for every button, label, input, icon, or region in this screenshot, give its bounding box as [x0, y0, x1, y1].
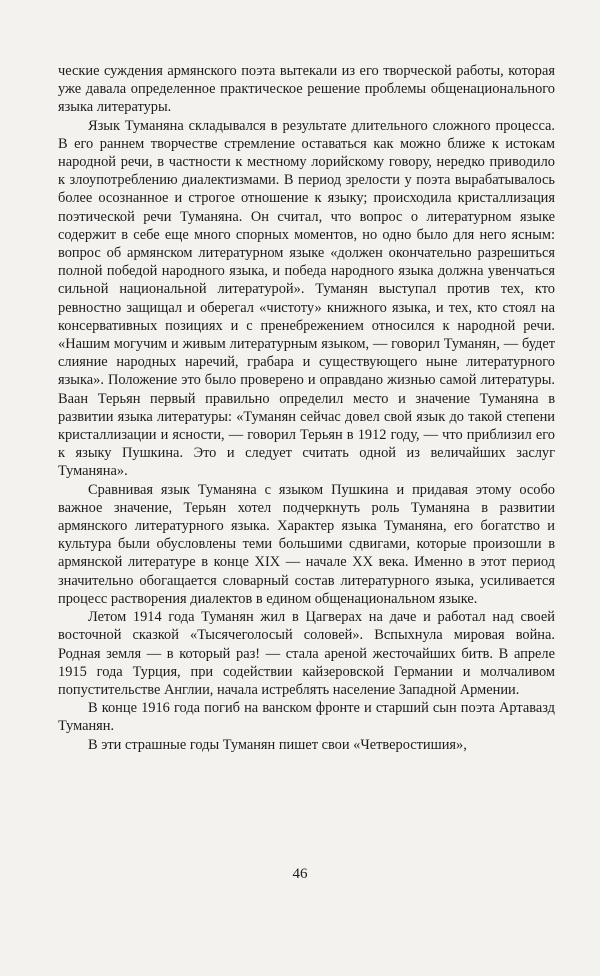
page-number: 46	[292, 866, 308, 882]
paragraph-artavazd: В конце 1916 года погиб на ванском фронте и старший сын поэта Артавазд Туманян.	[58, 700, 555, 735]
paragraph-summer-1914: Летом 1914 года Туманян жил в Цагверах на даче и работал над своей восточной сказкой «Тысячеголосый соловей». Вспыхнула мировая война. Родная земля — в который раз! — стала ареной жесточайших битв. В апреле 1915 года Турция, при содействии кайзеровской Германии и молчаливом попустительстве Англии, начала истреблять население Западной Армении.	[58, 609, 555, 698]
paragraph-quatrains: В эти страшные годы Туманян пишет свои «Четверостишия»,	[88, 736, 467, 753]
paragraph-language-development: Язык Туманяна складывался в результате длительного сложного процесса. В его раннем творчестве стремление оставаться как можно ближе к истокам народной речи, в частности к местному лорийскому говору, нередко приводило к злоупотреблению диалектизмами. В период зрелости у поэта вырабатывалось более осознанное и строгое отношение к языку; происходила кристаллизация поэтической речи Туманяна. Он считал, что вопрос о литературном языке содержит в себе еще много спорных моментов, но одно было для него ясным: вопрос об армянском литературном языке «должен окончательно разрешиться полной победой народного языка, и победа народного языка должна увенчаться сильной национальной литературой». Туманян выступал против тех, кто ревностно защищал и оберегал «чистоту» книжного языка, и тех, кто стоял на консервативных позициях и с пренебрежением относился к народной речи. «Нашим могучим и живым литературным языком, — говорил Туманян, — будет слияние народных наречий, грабара и существующего ныне литературного языка». Положение это было проверено и оправдано жизнью самой литературы. Ваан Терьян первый правильно определил место и значение Туманяна в развитии языка литературы: «Туманян сейчас довел свой язык до такой степени кристаллизации и ясности, — говорил Терьян в 1912 году, — что приблизил его к языку Пушкина. Это и следует считать одной из величайших заслуг Туманяна».	[58, 117, 555, 480]
page-body	[58, 62, 555, 754]
paragraph-pushkin-comparison: Сравнивая язык Туманяна с языком Пушкина и придавая этому особо важное значение, Терьян хотел подчеркнуть роль Туманяна в развитии армянского литературного языка. Характер языка Туманяна, его богатство и культура были обусловлены теми большими сдвигами, которые произошли в армянской литературе в конце XIX — начале XX века. Именно в этот период значительно обогащается словарный состав литературного языка, усиливается процесс растворения диалектов в едином общенациональном языке.	[58, 481, 555, 607]
paragraph-continuation: ческие суждения армянского поэта вытекали из его творческой работы, которая уже давала определенное практическое решение проблемы общенационального языка литературы.	[58, 63, 555, 116]
